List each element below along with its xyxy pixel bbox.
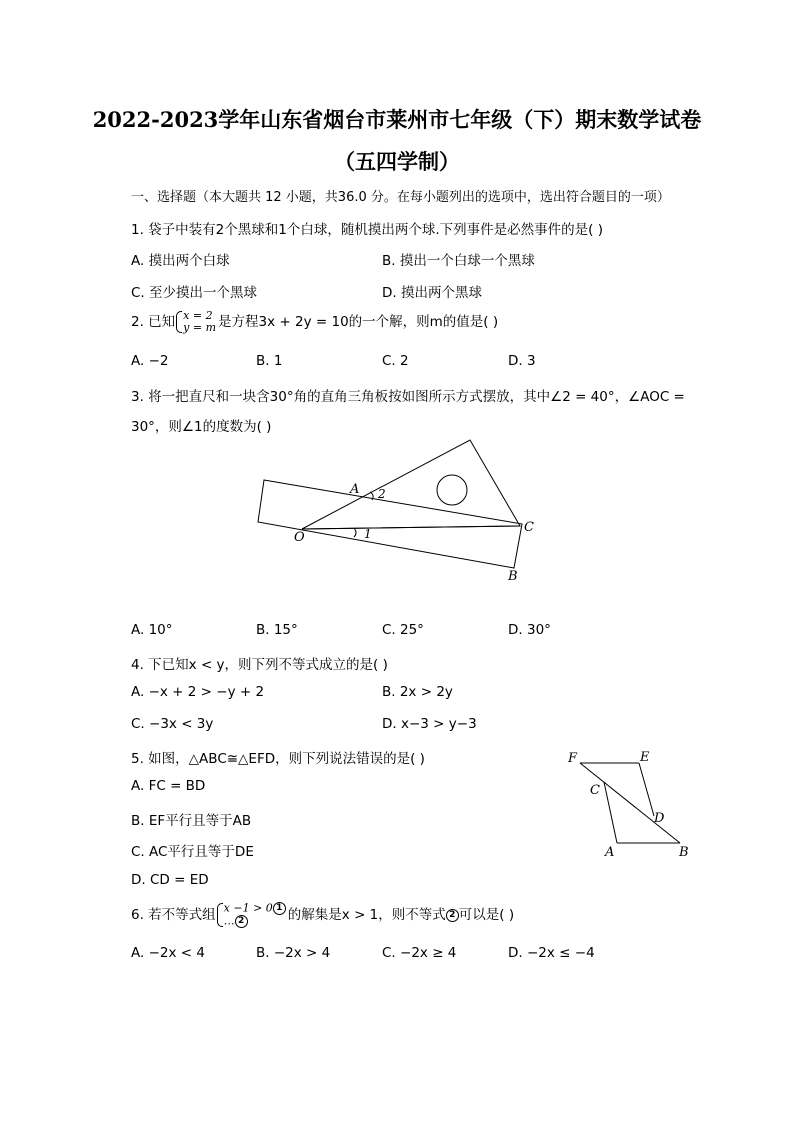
q2-system-line1: x = 2 — [183, 309, 213, 322]
triangle-hole-circle — [437, 475, 467, 505]
q6-stem-post2: 可以是( ) — [458, 907, 515, 923]
q1-option-b: B. 摸出一个白球一个黑球 — [382, 253, 535, 269]
q1-option-a: A. 摸出两个白球 — [131, 253, 230, 269]
q3-option-b: B. 15° — [256, 622, 298, 638]
label-point-o: O — [294, 530, 305, 545]
q6-stem-post1: 的解集是x > 1，则不等式 — [287, 907, 446, 923]
label-point-b: B — [508, 569, 518, 584]
segment-ed — [639, 763, 654, 816]
q2-stem-post: 是方程3x + 2y = 10的一个解，则m的值是( ) — [218, 314, 499, 330]
q2-option-c: C. 2 — [382, 353, 409, 369]
q6-system-mark1: 1 — [273, 902, 286, 915]
q2-option-a: A. −2 — [131, 353, 169, 369]
q6-system-mark2: 2 — [235, 915, 248, 928]
q1-stem: 1. 袋子中装有2个黑球和1个白球，随机摸出两个球.下列事件是必然事件的是( ) — [131, 222, 603, 238]
q3-option-a: A. 10° — [131, 622, 173, 638]
exam-title-line2: （五四学制） — [334, 149, 460, 174]
angle-1-arc — [354, 528, 356, 537]
ruler-shape — [258, 480, 522, 568]
q6-system-line2: … — [223, 914, 235, 928]
section-heading: 一、选择题（本大题共 12 小题，共36.0 分。在每小题列出的选项中，选出符合题目的一项） — [131, 190, 670, 205]
q3-option-c: C. 25° — [382, 622, 424, 638]
q2-system-line2: y = m — [183, 321, 217, 334]
q4-option-a: A. −x + 2 > −y + 2 — [131, 684, 265, 700]
q6-option-d: D. −2x ≤ −4 — [508, 945, 595, 961]
q5-option-d: D. CD = ED — [131, 872, 209, 888]
q6-option-a: A. −2x < 4 — [131, 945, 205, 961]
q6-inequality-system — [216, 902, 286, 928]
q6-stem-mark: 2 — [446, 909, 459, 922]
q4-option-b: B. 2x > 2y — [382, 684, 453, 700]
label-point-c: C — [524, 520, 534, 535]
label-point-c: C — [590, 783, 600, 798]
q2-equation-system — [175, 310, 216, 334]
q4-option-d: D. x−3 > y−3 — [382, 716, 477, 732]
q6-option-c: C. −2x ≥ 4 — [382, 945, 457, 961]
q6-stem — [131, 902, 514, 928]
q6-system-line1: x −1 > 0 — [223, 901, 273, 915]
label-angle-2: 2 — [378, 487, 386, 501]
segment-fb — [580, 763, 680, 843]
label-point-e: E — [640, 750, 650, 765]
label-point-a: A — [350, 482, 360, 497]
q2-stem — [131, 310, 498, 334]
q6-stem-pre: 6. 若不等式组 — [131, 907, 216, 923]
q5-option-c: C. AC平行且等于DE — [131, 844, 254, 860]
line-oc — [302, 526, 520, 529]
q6-option-b: B. −2x > 4 — [256, 945, 331, 961]
q3-stem-line2: 30°，则∠1的度数为( ) — [131, 419, 272, 435]
q2-option-b: B. 1 — [256, 353, 283, 369]
label-point-b: B — [679, 845, 689, 860]
q5-option-a: A. FC = BD — [131, 778, 206, 794]
q4-stem: 4. 下已知x < y，则下列不等式成立的是( ) — [131, 657, 388, 673]
label-point-d: D — [654, 811, 665, 826]
q5-stem: 5. 如图，△ABC≅△EFD，则下列说法错误的是( ) — [131, 751, 425, 767]
q3-option-d: D. 30° — [508, 622, 551, 638]
q2-stem-pre: 2. 已知 — [131, 314, 176, 330]
q1-option-c: C. 至少摸出一个黑球 — [131, 285, 258, 301]
q5-figure — [560, 745, 700, 865]
q3-stem-line1: 3. 将一把直尺和一块含30°角的直角三角板按如图所示方式摆放，其中∠2 = 40°，∠AOC = — [131, 389, 685, 405]
q4-option-c: C. −3x < 3y — [131, 716, 214, 732]
q2-option-d: D. 3 — [508, 353, 536, 369]
label-angle-1: 1 — [364, 527, 372, 541]
q3-figure — [250, 432, 540, 592]
triangle-board-shape — [302, 440, 520, 529]
exam-title-line1: 2022-2023学年山东省烟台市莱州市七年级（下）期末数学试卷 — [92, 107, 702, 132]
label-point-a: A — [605, 845, 615, 860]
label-point-f: F — [568, 751, 578, 766]
q1-option-d: D. 摸出两个黑球 — [382, 285, 482, 301]
q5-option-b: B. EF平行且等于AB — [131, 813, 252, 829]
